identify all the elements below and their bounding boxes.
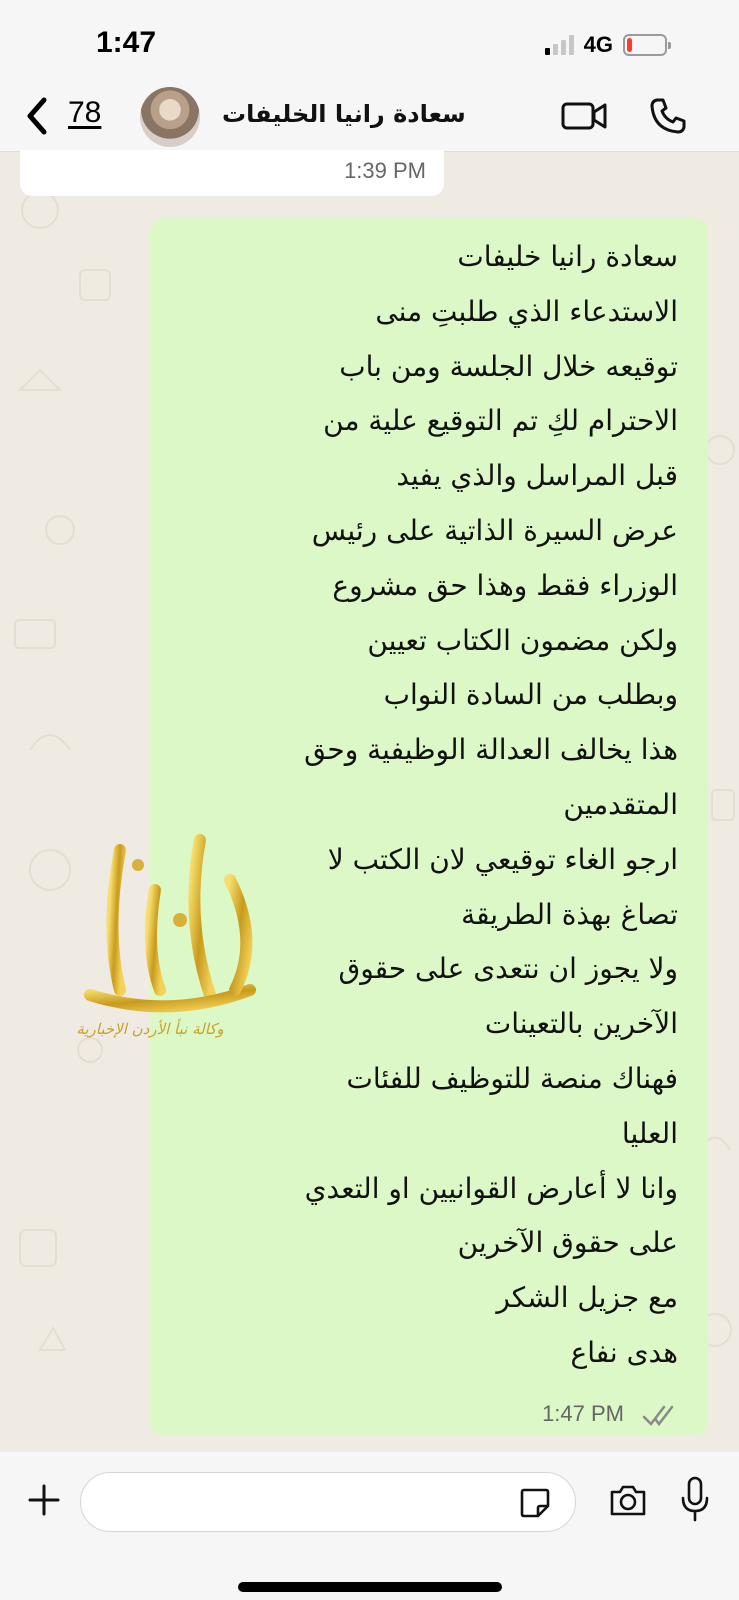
battery-level	[627, 38, 632, 52]
news-agency-logo-watermark	[60, 820, 280, 1050]
home-indicator[interactable]	[238, 1582, 502, 1592]
watermark-caption: وكالة نبأ الأردن الإخبارية	[76, 1020, 224, 1038]
status-indicators	[545, 32, 667, 58]
network-type: 4G	[583, 32, 613, 57]
status-bar	[0, 0, 739, 90]
double-check-icon	[642, 1403, 682, 1427]
previous-message-bubble[interactable]	[20, 150, 444, 196]
video-call-icon[interactable]	[560, 98, 608, 134]
chevron-left-icon[interactable]	[22, 96, 52, 136]
message-text: سعادة رانيا خليفات الاستدعاء الذي طلبتِ منى توقيعه خلال الجلسة ومن باب الاحترام لكِ تم التوقيع علية من قبل المراسل والذي يفيد عرض السيرة الذاتية على رئيس الوزراء فقط وهذا حق مشروع ولكن مضمون الكتاب تعيين وبطلب من السادة النواب هذا يخالف العدالة الوظيفية وحق المتقدمين ارجو الغاء توقيعي لان الكتب لا تصاغ بهذة الطريقة ولا يجوز ان نتعدى على حقوق الآخرين بالتعينات فهناك منصة للتوظيف للفئات العليا وانا لا أعارض القوانيين او التعدي على حقوق الآخرين مع جزيل الشكر هدى نفاع	[304, 240, 678, 1369]
battery-icon	[623, 34, 667, 56]
message-time: 1:39 PM	[344, 158, 426, 183]
message-input-bar	[0, 1452, 739, 1600]
status-time: 1:47	[96, 26, 157, 59]
unread-count-back[interactable]: 78	[68, 96, 102, 129]
message-time: 1:47 PM	[542, 1401, 624, 1426]
plus-icon[interactable]	[26, 1482, 62, 1518]
camera-icon[interactable]	[608, 1482, 648, 1518]
avatar[interactable]	[140, 87, 200, 147]
chat-header	[0, 82, 739, 152]
sticker-icon[interactable]	[518, 1486, 552, 1520]
contact-name[interactable]: سعادة رانيا الخليفات	[222, 100, 466, 128]
phone-icon[interactable]	[648, 96, 688, 136]
signal-strength-icon	[545, 35, 574, 55]
microphone-icon[interactable]	[680, 1476, 710, 1522]
message-input[interactable]	[80, 1472, 576, 1532]
